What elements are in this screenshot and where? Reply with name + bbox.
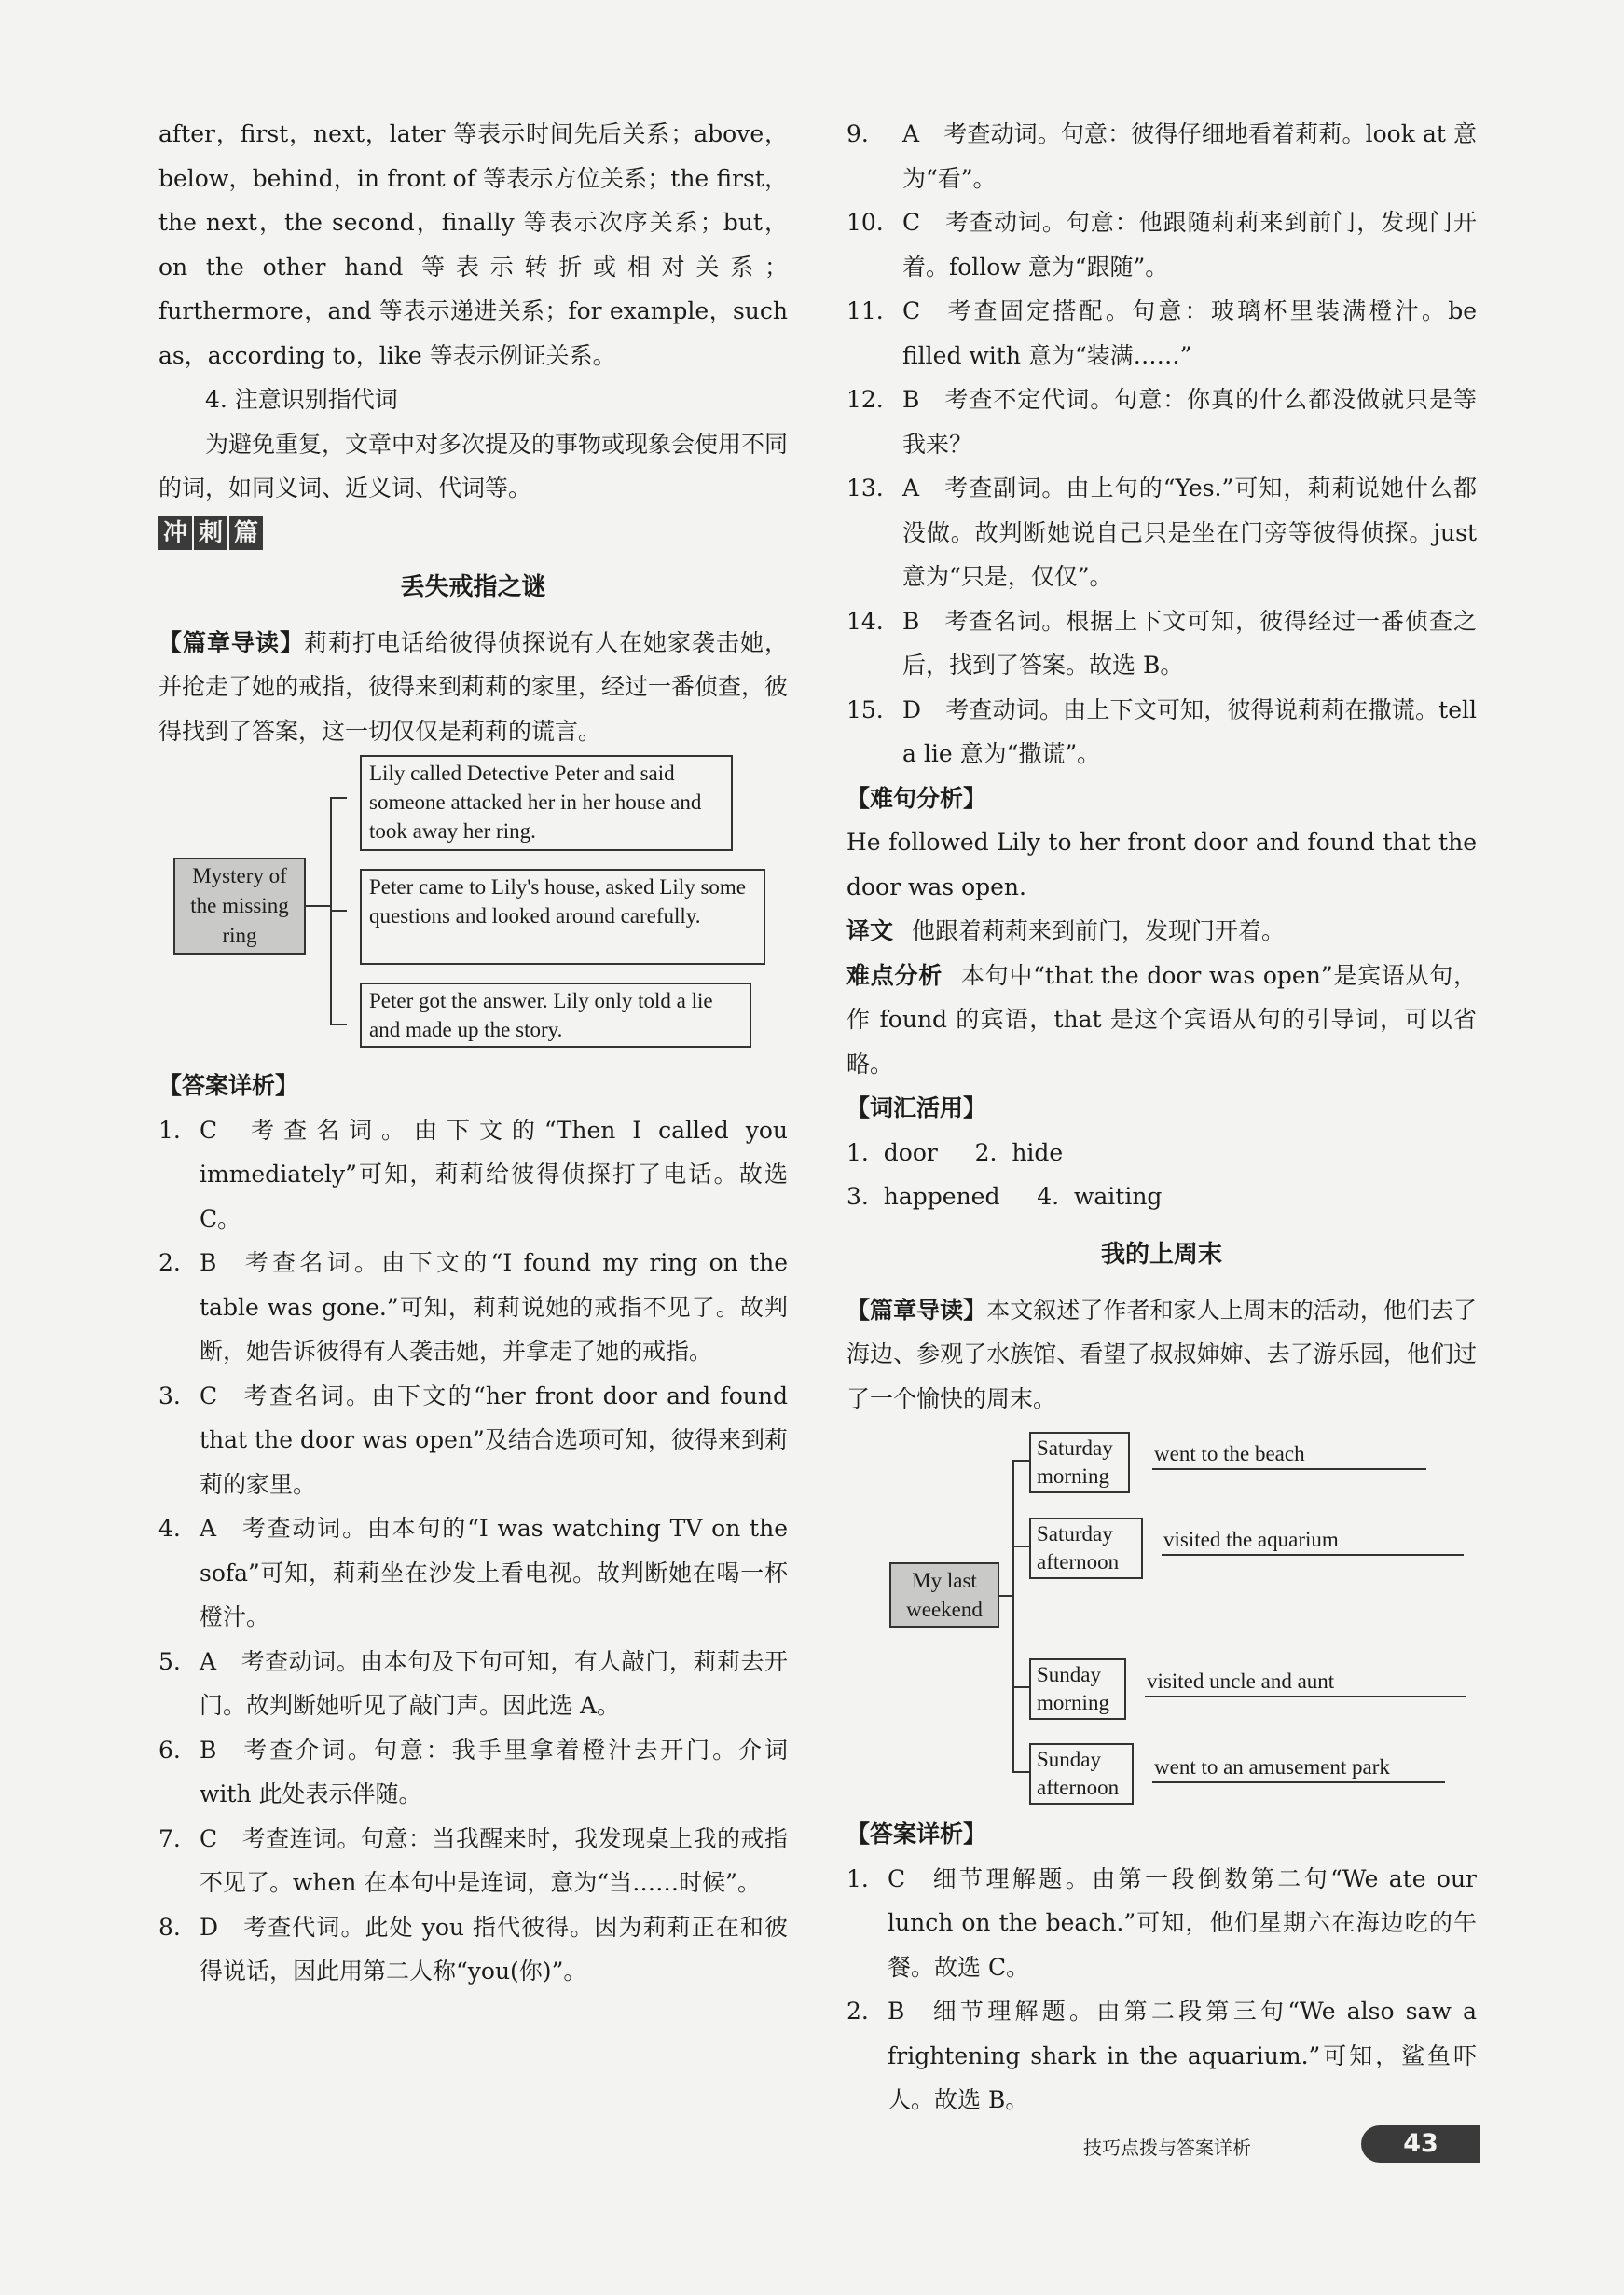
answer-explanation: 考查代词。此处 you 指代彼得。因为莉莉正在和彼得说话，因此用第二人称“you(你)”。 xyxy=(200,1913,788,1985)
answer-list xyxy=(158,1108,788,1994)
answer-choice: C xyxy=(200,1116,218,1144)
answer-choice: D xyxy=(902,695,922,723)
mind-map-root: My last weekend xyxy=(889,1562,999,1628)
section-tag-char: 刺 xyxy=(194,516,227,550)
footer-caption: 技巧点拨与答案详析 xyxy=(1083,2137,1251,2159)
guide-text: 本文叙述了作者和家人上周末的活动，他们去了海边、参观了水族馆、看望了叔叔婶婶、去了游乐园，他们过了一个愉快的周末。 xyxy=(846,1296,1477,1412)
answer-explanation: 考查动词。由上下文可知，彼得说莉莉在撒谎。tell a lie 意为“撒谎”。 xyxy=(902,695,1477,767)
answer-item xyxy=(846,289,1477,378)
connector xyxy=(330,910,347,912)
answer-number: 13. xyxy=(846,474,884,502)
answer-choice: A xyxy=(200,1647,217,1675)
guide-paragraph xyxy=(158,621,788,754)
answer-item xyxy=(846,599,1477,688)
answer-explanation: 考查名词。由下文的“her front door and found that the door was open”及结合选项可知，彼得来到莉莉的家里。 xyxy=(200,1381,788,1498)
vocab-word: waiting xyxy=(1073,1183,1163,1210)
answer-choice: C xyxy=(200,1824,218,1852)
answer-item xyxy=(158,1817,788,1905)
analysis-label: 难点分析 xyxy=(846,961,943,989)
answer-item xyxy=(158,1241,788,1374)
analysis-row xyxy=(846,954,1477,1087)
answer-choice: B xyxy=(902,607,920,635)
connector xyxy=(306,905,330,907)
weekend-time: Saturday afternoon xyxy=(1029,1518,1143,1579)
answer-choice: A xyxy=(200,1515,217,1542)
story-title: 丢失戒指之谜 xyxy=(400,572,546,601)
answer-choice: C xyxy=(200,1381,218,1409)
connector xyxy=(999,1595,1012,1597)
answer-choice: A xyxy=(902,474,920,502)
answer-item xyxy=(158,1506,788,1640)
answer-explanation: 考查固定搭配。句意：玻璃杯里装满橙汁。be filled with 意为“装满……” xyxy=(902,297,1477,369)
hard-sentence-heading: 【难句分析】 xyxy=(846,784,987,812)
answer-item xyxy=(846,1989,1477,2123)
answers-heading: 【答案详析】 xyxy=(158,1072,299,1099)
right-column xyxy=(846,112,1477,2123)
section-tag xyxy=(158,516,263,550)
guide-paragraph xyxy=(846,1288,1477,1422)
answer-number: 1. xyxy=(158,1116,181,1144)
answer-number: 8. xyxy=(158,1913,181,1941)
answer-number: 2. xyxy=(846,1998,869,2025)
vocab-number: 3. xyxy=(846,1183,869,1210)
guide-text: 莉莉打电话给彼得侦探说有人在她家袭击她，并抢走了她的戒指，彼得来到莉莉的家里，经过一番侦查，彼得找到了答案，这一切仅仅是莉莉的谎言。 xyxy=(158,628,789,745)
vocab-heading: 【词汇活用】 xyxy=(846,1094,987,1121)
vocab-word: door xyxy=(883,1138,938,1166)
answer-explanation: 考查介词。句意：我手里拿着橙汁去开门。介词 with 此处表示伴随。 xyxy=(200,1736,788,1807)
answer-number: 1. xyxy=(846,1864,869,1892)
answer-item xyxy=(158,1108,788,1242)
answer-explanation: 考查副词。由上句的“Yes.”可知，莉莉说她什么都没做。故判断她说自己只是坐在门旁等彼得侦探。just 意为“只是，仅仅”。 xyxy=(902,474,1477,590)
vocab-row xyxy=(846,1175,1477,1219)
answer-item xyxy=(158,1728,788,1817)
answer-choice: B xyxy=(902,386,920,413)
answers-heading: 【答案详析】 xyxy=(846,1821,987,1848)
answer-choice: C xyxy=(902,297,921,324)
vocab-number: 4. xyxy=(1037,1183,1060,1210)
analysis-text: 本句中“that the door was open”是宾语从句，作 found 的宾语，that 是这个宾语从句的引导词，可以省略。 xyxy=(846,961,1477,1078)
answer-number: 11. xyxy=(846,297,884,324)
vocab-word: happened xyxy=(883,1183,1000,1210)
weekend-time: Sunday afternoon xyxy=(1029,1743,1134,1805)
weekend-time: Saturday morning xyxy=(1029,1432,1130,1493)
mind-map-root: Mystery of the missing ring xyxy=(173,858,306,955)
story2-title: 我的上周末 xyxy=(1100,1240,1222,1269)
answer-number: 5. xyxy=(158,1647,181,1675)
answer-choice: B xyxy=(200,1736,217,1764)
connector xyxy=(1012,1460,1029,1462)
answer-explanation: 考查名词。由下文的“I found my ring on the table was gone.”可知，莉莉说她的戒指不见了。故判断，她告诉彼得有人袭击她，并拿走了她的戒指。 xyxy=(200,1249,788,1365)
answer-number: 3. xyxy=(158,1381,181,1409)
weekend-event: went to an amusement park xyxy=(1152,1752,1445,1783)
vocab-row xyxy=(846,1131,1477,1175)
answer-item xyxy=(846,466,1477,599)
weekend-event: visited the aquarium xyxy=(1162,1525,1464,1556)
section-tag-char: 冲 xyxy=(158,516,192,550)
answer-number: 2. xyxy=(158,1249,181,1276)
mind-map-weekend xyxy=(846,1421,1477,1799)
intro-paragraph: after，first，next，later 等表示时间先后关系；above，below，behind，in front of 等表示方位关系；the first，the next，the second，finally 等表示次序关系；but，on the other hand 等表示转折或相对关系；furthermore，and 等表示递进关系；for example，such as，according to，like 等表示例证关系。 xyxy=(158,120,788,369)
translation-row xyxy=(846,909,1477,954)
guide-label: 【篇章导读】 xyxy=(158,628,304,656)
answer-explanation: 考查名词。由下文的“Then I called you immediately”可知，莉莉给彼得侦探打了电话。故选 C。 xyxy=(200,1116,788,1232)
connector xyxy=(1012,1771,1029,1773)
answer-number: 9. xyxy=(846,120,869,147)
answer-choice: D xyxy=(200,1913,219,1941)
answer-explanation: 考查动词。句意：他跟随莉莉来到前门，发现门开着。follow 意为“跟随”。 xyxy=(902,209,1477,281)
connector xyxy=(330,1024,347,1025)
answer-item xyxy=(846,200,1477,289)
answer-item xyxy=(846,688,1477,776)
mind-map-branch: Lily called Detective Peter and said someone attacked her in her house and took away her ring. xyxy=(360,755,733,851)
answer-number: 12. xyxy=(846,386,884,413)
vocab-word: hide xyxy=(1012,1138,1064,1166)
answer-explanation: 细节理解题。由第一段倒数第二句“We ate our lunch on the beach.”可知，他们星期六在海边吃的午餐。故选 C。 xyxy=(888,1864,1477,1981)
answer-number: 15. xyxy=(846,695,884,723)
answer-item xyxy=(846,378,1477,466)
vocab-number: 1. xyxy=(846,1138,869,1166)
answer-choice: B xyxy=(888,1998,905,2025)
tip-body: 为避免重复，文章中对多次提及的事物或现象会使用不同的词，如同义词、近义词、代词等。 xyxy=(158,430,789,502)
mind-map-branch: Peter came to Lily's house, asked Lily some questions and looked around carefully. xyxy=(360,869,765,965)
answer-item xyxy=(846,1857,1477,1990)
answer-number: 6. xyxy=(158,1736,181,1764)
answer-item xyxy=(158,1905,788,1994)
answer-choice: C xyxy=(888,1864,906,1892)
answer-explanation: 考查动词。句意：彼得仔细地看着莉莉。look at 意为“看”。 xyxy=(902,120,1477,192)
connector xyxy=(1012,1460,1014,1773)
answer-number: 14. xyxy=(846,607,884,635)
translation-label: 译文 xyxy=(846,917,894,944)
tip-heading: 4. 注意识别指代词 xyxy=(205,386,398,413)
answer-explanation: 考查动词。由本句及下句可知，有人敲门，莉莉去开门。故判断她听见了敲门声。因此选 A。 xyxy=(200,1647,788,1719)
vocab-number: 2. xyxy=(974,1138,998,1166)
weekend-event: visited uncle and aunt xyxy=(1145,1667,1466,1697)
connector xyxy=(1012,1686,1029,1688)
answer-list-continued xyxy=(846,112,1477,776)
section-tag-char: 篇 xyxy=(229,516,263,550)
answer-choice: B xyxy=(200,1249,217,1276)
left-column xyxy=(158,112,788,1994)
answer-item xyxy=(158,1374,788,1507)
page-number: 43 xyxy=(1361,2125,1480,2163)
answer-explanation: 考查不定代词。句意：你真的什么都没做就只是等我来？ xyxy=(902,386,1477,458)
hard-sentence: He followed Lily to her front door and found that the door was open. xyxy=(846,829,1477,900)
answer-choice: C xyxy=(902,209,921,236)
weekend-event: went to the beach xyxy=(1152,1439,1426,1470)
answer-choice: A xyxy=(902,120,920,147)
guide-label: 【篇章导读】 xyxy=(846,1296,987,1324)
answer-number: 4. xyxy=(158,1515,181,1542)
translation-text: 他跟着莉莉来到前门，发现门开着。 xyxy=(912,917,1286,944)
connector xyxy=(330,797,347,799)
answer-number: 10. xyxy=(846,209,884,236)
mind-map-ring xyxy=(158,753,788,1041)
answer-explanation: 考查名词。根据上下文可知，彼得经过一番侦查之后，找到了答案。故选 B。 xyxy=(902,607,1477,679)
connector xyxy=(1012,1546,1029,1547)
answer-item xyxy=(846,112,1477,200)
mind-map-branch: Peter got the answer. Lily only told a lie and made up the story. xyxy=(360,983,751,1048)
answer-number: 7. xyxy=(158,1824,181,1852)
answer-explanation: 考查动词。由本句的“I was watching TV on the sofa”可知，莉莉坐在沙发上看电视。故判断她在喝一杯橙汁。 xyxy=(200,1515,788,1630)
weekend-time: Sunday morning xyxy=(1029,1658,1126,1720)
answer-explanation: 考查连词。句意：当我醒来时，我发现桌上我的戒指不见了。when 在本句中是连词，意为“当……时候”。 xyxy=(200,1824,788,1896)
answer-item xyxy=(158,1640,788,1728)
answer-explanation: 细节理解题。由第二段第三句“We also saw a frightening shark in the aquarium.”可知，鲨鱼吓人。故选 B。 xyxy=(888,1998,1477,2113)
